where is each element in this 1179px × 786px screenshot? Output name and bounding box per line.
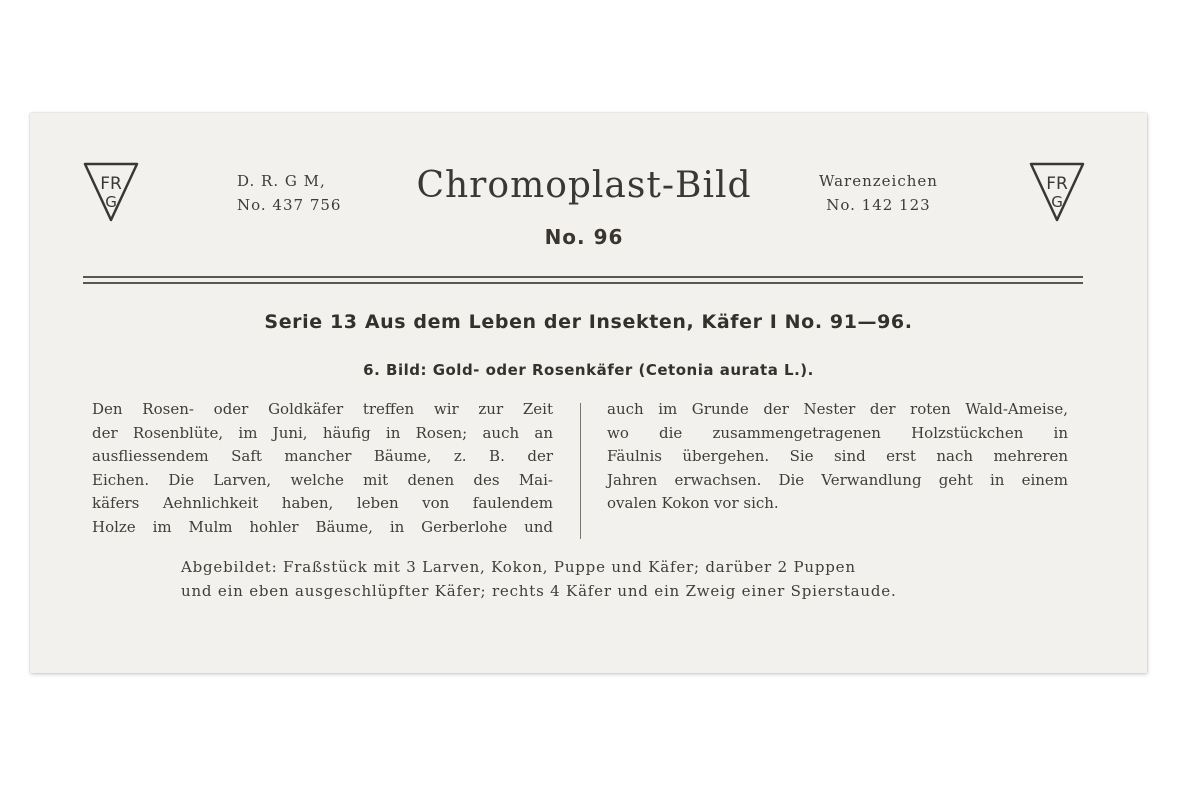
svg-text:FR: FR — [1046, 174, 1068, 194]
svg-text:G: G — [105, 193, 117, 211]
body-line: Jahren erwachsen. Die Verwandlung geht in einem — [607, 470, 1068, 489]
svg-text:FR: FR — [100, 174, 122, 194]
illustration-caption — [181, 555, 897, 603]
body-text-left — [92, 398, 553, 539]
picture-title: 6. Bild: Gold- oder Rosenkäfer (Cetonia aurata L.). — [363, 361, 814, 379]
column-divider — [580, 403, 581, 539]
registration-drgm-number: No. 437 756 — [237, 196, 342, 214]
body-line: Eichen. Die Larven, welche mit denen des Mai- — [92, 470, 553, 489]
body-line: der Rosenblüte, im Juni, häufig in Rosen; auch an — [92, 423, 553, 442]
body-line: ovalen Kokon vor sich. — [607, 494, 779, 512]
frg-logo-left — [81, 160, 141, 224]
frg-logo-right — [1027, 160, 1087, 224]
body-line: wo die zusammengetragenen Holzstückchen in — [607, 423, 1068, 442]
svg-text:G: G — [1051, 193, 1063, 211]
body-line: ausfliessendem Saft mancher Bäume, z. B. der — [92, 447, 553, 465]
registration-drgm-label: D. R. G M, — [237, 172, 326, 190]
body-line: käfers Aehnlichkeit haben, leben von faulendem — [92, 494, 553, 512]
series-heading: Serie 13 Aus dem Leben der Insekten, Käfer I No. 91—96. — [264, 311, 913, 333]
registration-trademark-number: No. 142 123 — [826, 196, 931, 214]
body-text-right — [607, 398, 1068, 516]
caption-line: und ein eben ausgeschlüpfter Käfer; rechts 4 Käfer und ein Zweig einer Spierstaude. — [181, 582, 897, 600]
registration-trademark-label: Warenzeichen — [819, 172, 938, 190]
caption-line: Abgebildet: Fraßstück mit 3 Larven, Kokon, Puppe und Käfer; darüber 2 Puppen — [181, 558, 856, 576]
registration-trademark — [819, 169, 938, 217]
body-line: Fäulnis übergehen. Sie sind erst nach mehreren — [607, 447, 1068, 465]
card-title: Chromoplast-Bild — [416, 165, 752, 206]
collector-card — [30, 113, 1147, 673]
body-line: auch im Grunde der Nester der roten Wald-Ameise, — [607, 400, 1068, 418]
header-rule-top — [83, 276, 1083, 278]
body-line: Holze im Mulm hohler Bäume, in Gerberlohe und — [92, 517, 553, 536]
card-number: No. 96 — [544, 225, 624, 249]
body-line: Den Rosen- oder Goldkäfer treffen wir zur Zeit — [92, 400, 553, 418]
header-rule-bottom — [83, 282, 1083, 284]
